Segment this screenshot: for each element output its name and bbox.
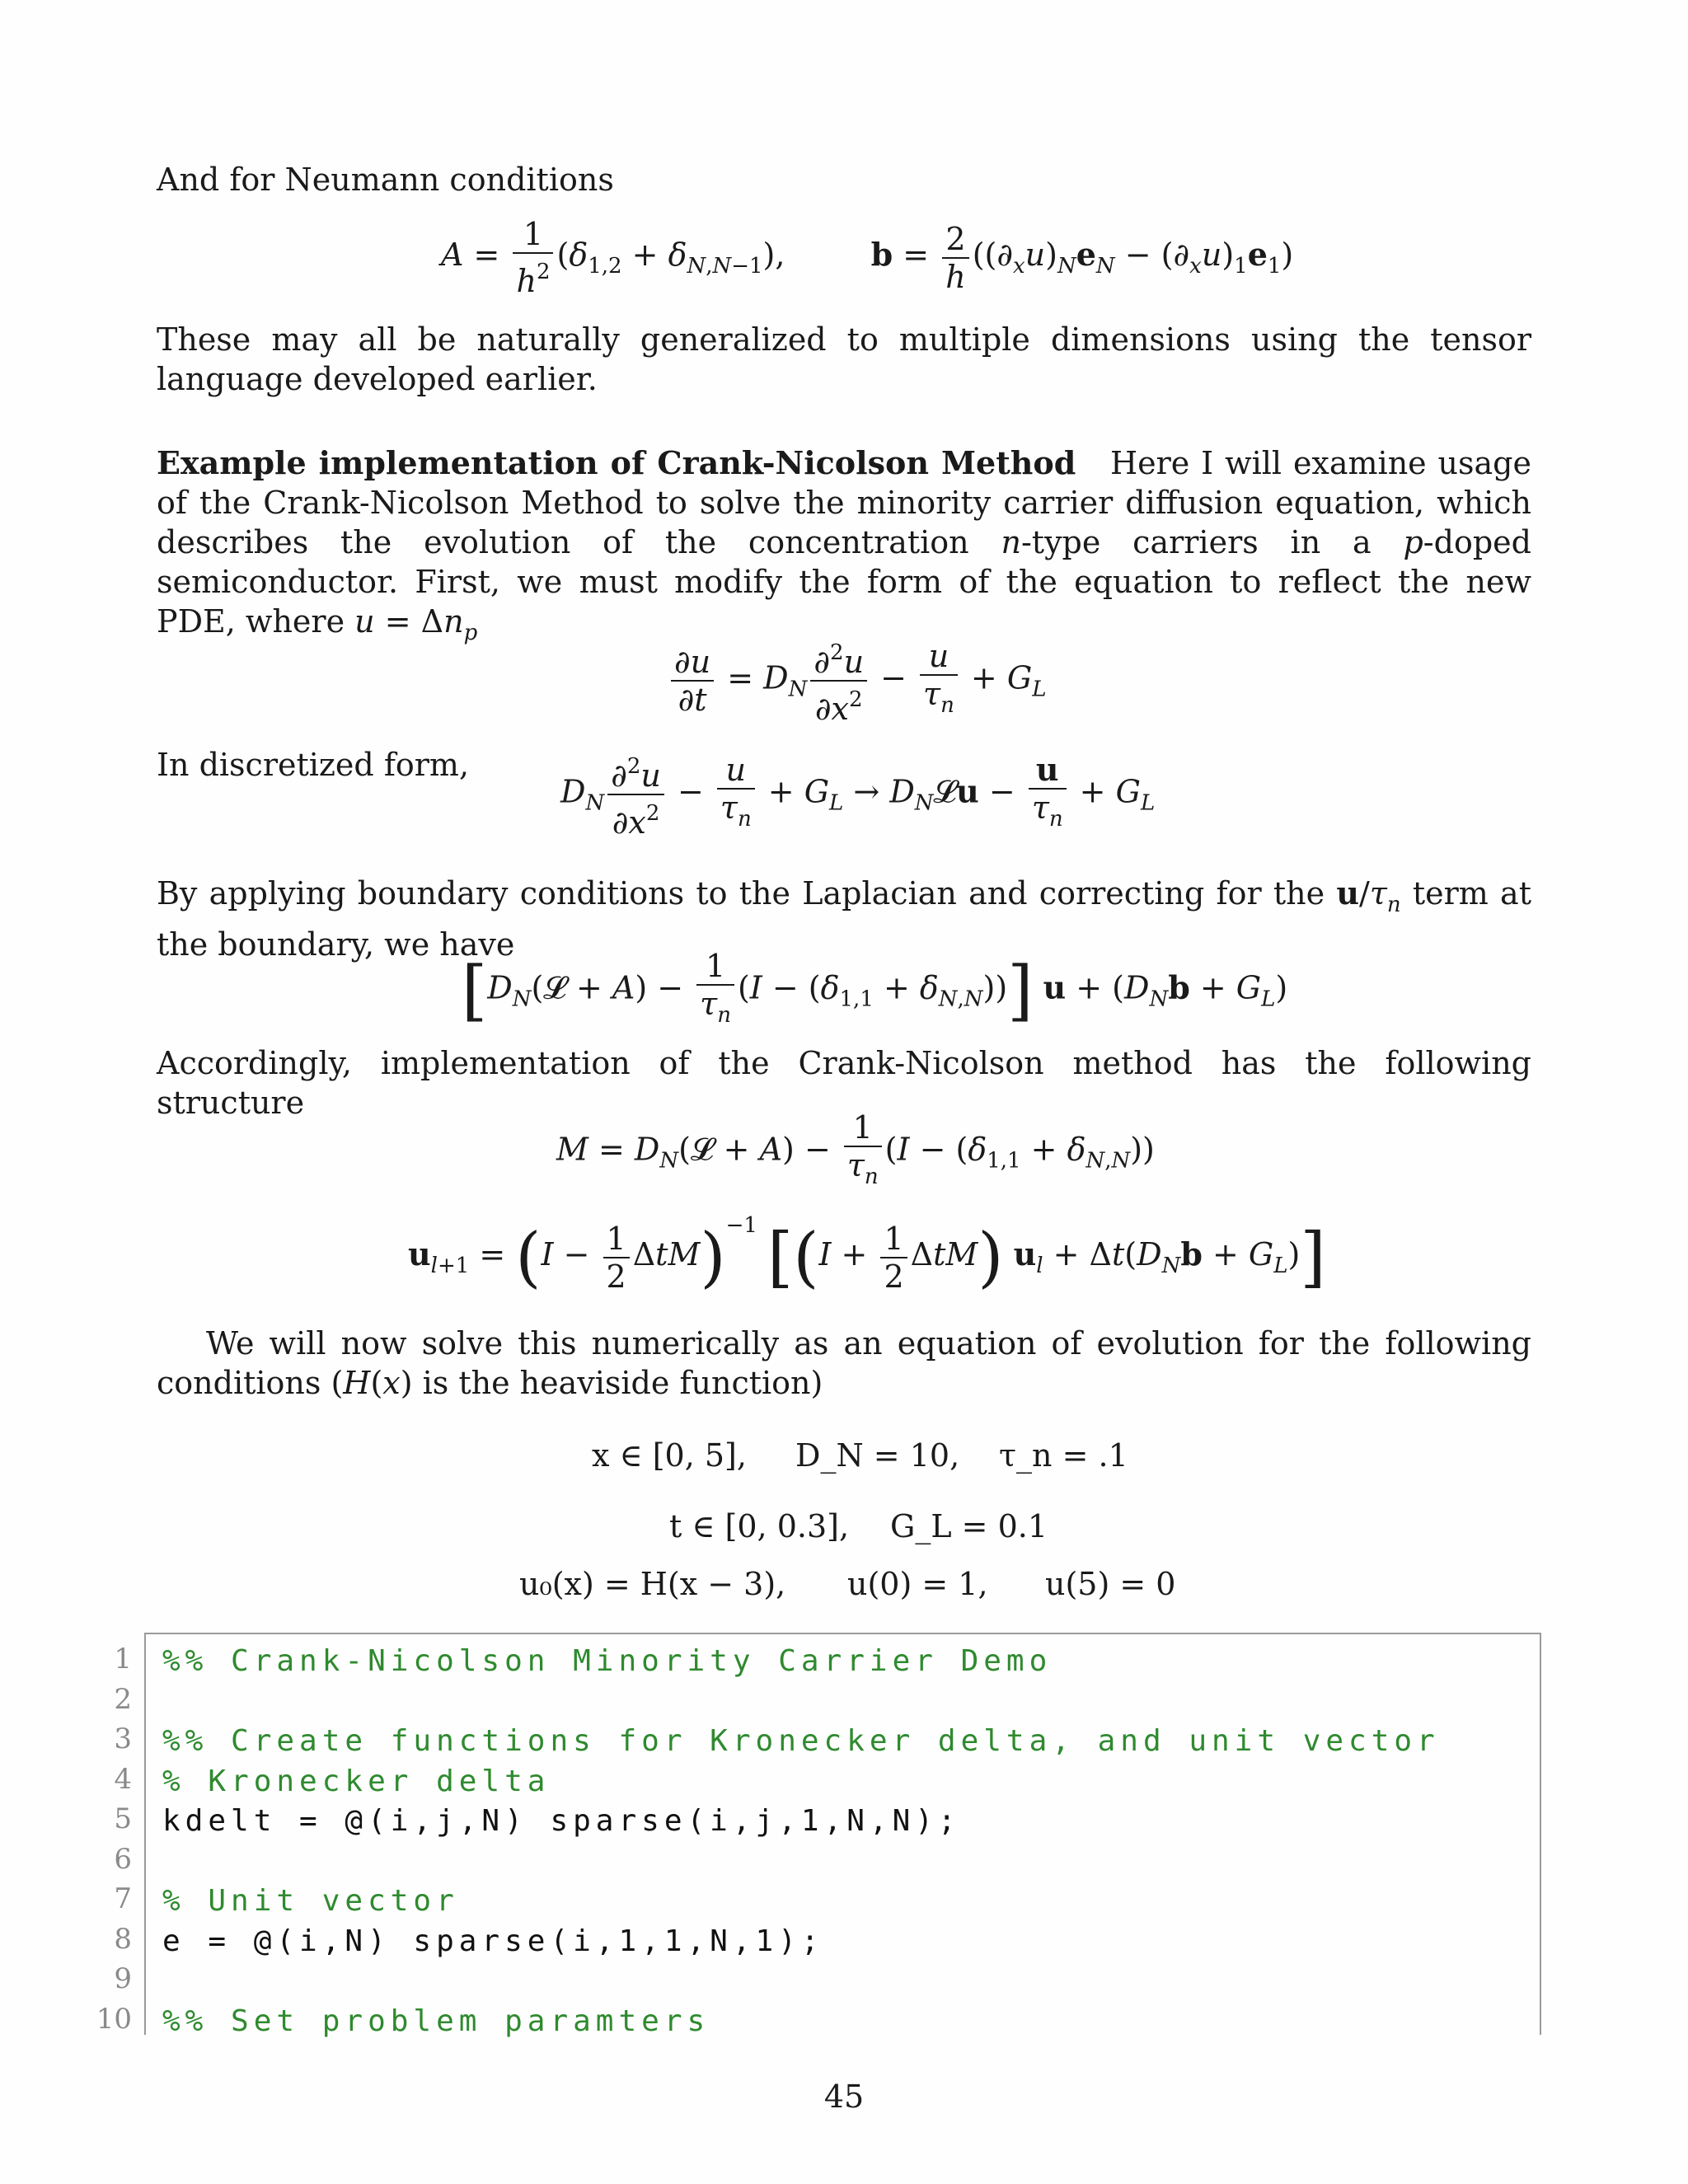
solve-text-2: is the heaviside function): [422, 1365, 823, 1401]
crank-nicolson-update: $u_{l+1} = (I$ − $\frac{1}{2}$ ΔtM)$^{-1}$ [(I + $\frac{1}{2}$ ΔtM) $u_l + \Delta t(D_Nb + G_L)$]: [408, 1213, 1326, 1296]
code-line: %% Set problem paramters: [162, 2004, 710, 2038]
accordingly-paragraph: Accordingly, implementation of the Crank-Nicolson method has the following structure: [157, 1045, 1531, 1121]
solve-paragraph: We will now solve this numerically as an equation of evolution for the following conditions (H(x) is the heaviside function): [157, 1325, 1531, 1401]
boundary-text-1: By applying boundary conditions to the Laplacian and correcting for the: [157, 875, 1325, 912]
code-line: % Kronecker delta: [162, 1764, 551, 1798]
example-body-3: -doped semiconductor. First, we must modify the form of the equation to reflect the new PDE, where: [157, 524, 1531, 640]
boundary-text-2: term at the boundary, we have: [157, 875, 1531, 963]
boundary-paragraph: By applying boundary conditions to the Laplacian and correcting for the $u/\tau_n$ term at the boundary, we have: [157, 874, 1531, 963]
line-number: 8: [114, 1922, 132, 1956]
example-n: n: [1001, 524, 1021, 560]
discretized-intro: In discretized form,: [157, 747, 470, 783]
code-listing: [144, 1633, 1541, 2038]
solve-text-1: We will now solve this numerically as an equation of evolution for the following conditions (: [157, 1325, 1531, 1401]
diffusion-pde: $\frac{\partial u}{\partial t}$ = $D_N$ $\frac{\partial^2u}{\partial x^2}$ − $\frac{u}{\tau_n}$ + $G_L$: [668, 635, 1046, 727]
cond-u-left: u(0) = 1,: [847, 1566, 988, 1602]
generalize-paragraph: These may all be naturally generalized to multiple dimensions using the tensor language developed earlier.: [157, 321, 1531, 397]
cond-tau: τ_n = .1: [999, 1437, 1128, 1474]
code-line: %% Create functions for Kronecker delta, and unit vector: [162, 1724, 1440, 1758]
page-number: 45: [823, 2079, 865, 2115]
neumann-equation: A = $\frac{1}{h^2}$ $(\delta_{1,2} + \delta_{N,N-1})$, b = $\frac{2}{h}$ $((\partial_xu)_Ne_N - (\partial_xu)_1e_1)$: [441, 216, 1294, 299]
example-body-1: Here I will examine usage of the Crank-Nicolson Method to solve the minority carrier diffusion equation, which describes the evolution of the concentration: [157, 445, 1531, 560]
cond-t-range: t ∈ [0, 0.3],: [669, 1508, 850, 1544]
discretized-equation: $D_N$ $\frac{\partial^2u}{\partial x^2}$ − $\frac{u}{\tau_n}$ + $G_L$ → $D_N𝓛u$ − $\frac{u}{\tau_n}$ + $G_L$: [560, 748, 1155, 841]
code-line: e = @(i,N) sparse(i,1,1,N,1);: [162, 1924, 824, 1958]
code-line: kdelt = @(i,j,N) sparse(i,j,1,N,N);: [162, 1804, 961, 1838]
cond-u0: u₀(x) = H(x − 3),: [519, 1566, 786, 1602]
cond-x-range: x ∈ [0, 5],: [592, 1437, 747, 1474]
cond-dn: D_N = 10,: [795, 1437, 960, 1474]
line-number: 3: [114, 1722, 132, 1755]
example-body-2: -type carriers in a: [1020, 524, 1372, 560]
example-paragraph: Example implementation of Crank-Nicolson Method Here I will examine usage of the Crank-Nicolson Method to solve the minority carrier diffusion equation, which describes the evolution of the concentration n-type carriers in a p-doped semiconductor. First, we must modify the form of the equation to reflect the new PDE, where $u = \Delta n_p$: [157, 444, 1531, 645]
neumann-intro: And for Neumann conditions: [157, 162, 614, 198]
line-number: 1: [114, 1643, 132, 1675]
example-p: p: [1403, 524, 1423, 560]
m-matrix-equation: $M = D_N(𝓛 + A)$ − $\frac{1}{\tau_n}$ $(I - (\delta_{1,1} + \delta_{N,N}))$: [556, 1109, 1155, 1189]
line-number: 10: [96, 2002, 132, 2036]
cond-u-right: u(5) = 0: [1045, 1566, 1176, 1602]
cond-gl: G_L = 0.1: [890, 1508, 1048, 1544]
line-number: 7: [114, 1882, 132, 1915]
line-number: 6: [114, 1842, 132, 1876]
boundary-equation: [$D_N(𝓛 + A)$ − $\frac{1}{\tau_n}$ $(I - (\delta_{1,1} + \delta_{N,N}))$] $u + (D_Nb + G_L)$: [462, 948, 1288, 1029]
code-line: %% Crank-Nicolson Minority Carrier Demo: [162, 1644, 1053, 1678]
line-number: 2: [114, 1682, 132, 1716]
code-line: % Unit vector: [162, 1884, 459, 1918]
line-number: 5: [114, 1802, 132, 1835]
line-number: 9: [114, 1962, 132, 1995]
line-number: 4: [114, 1762, 132, 1796]
example-heading: Example implementation of Crank-Nicolson Method: [157, 444, 1076, 481]
